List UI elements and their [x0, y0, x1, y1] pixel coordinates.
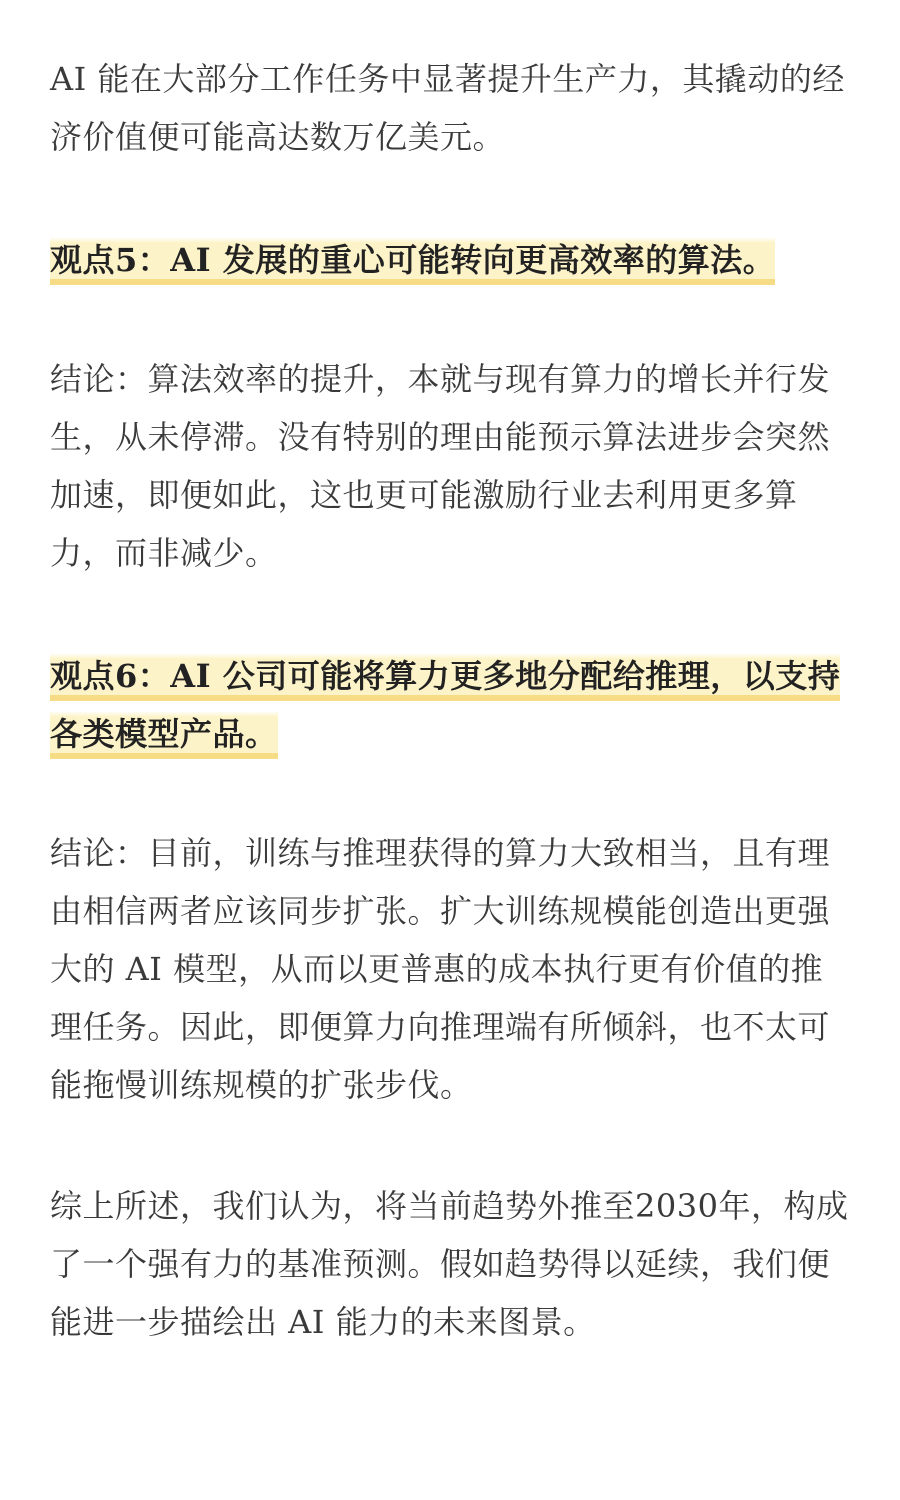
point6-heading: [50, 647, 850, 763]
summary-paragraph: 综上所述，我们认为，将当前趋势外推至2030年，构成了一个强有力的基准预测。假如趋势得以延续，我们便能进一步描绘出 AI 能力的未来图景。: [50, 1187, 849, 1341]
point6-heading-text: 观点6：AI 公司可能将算力更多地分配给推理，以支持各类模型产品。: [50, 653, 840, 759]
intro-paragraph: AI 能在大部分工作任务中显著提升生产力，其撬动的经济价值便可能高达数万亿美元。: [50, 60, 845, 156]
point5-heading: [50, 231, 850, 289]
point5-heading-text: 观点5：AI 发展的重心可能转向更高效率的算法。: [50, 237, 775, 285]
point6-conclusion: 结论：目前，训练与推理获得的算力大致相当，且有理由相信两者应该同步扩张。扩大训练规模能创造出更强大的 AI 模型，从而以更普惠的成本执行更有价值的推理任务。因此，即便算力向推理端有所倾斜，也不太可能拖慢训练规模的扩张步伐。: [50, 834, 831, 1104]
point5-conclusion: 结论：算法效率的提升，本就与现有算力的增长并行发生，从未停滞。没有特别的理由能预示算法进步会突然加速，即便如此，这也更可能激励行业去利用更多算力，而非减少。: [50, 360, 831, 572]
